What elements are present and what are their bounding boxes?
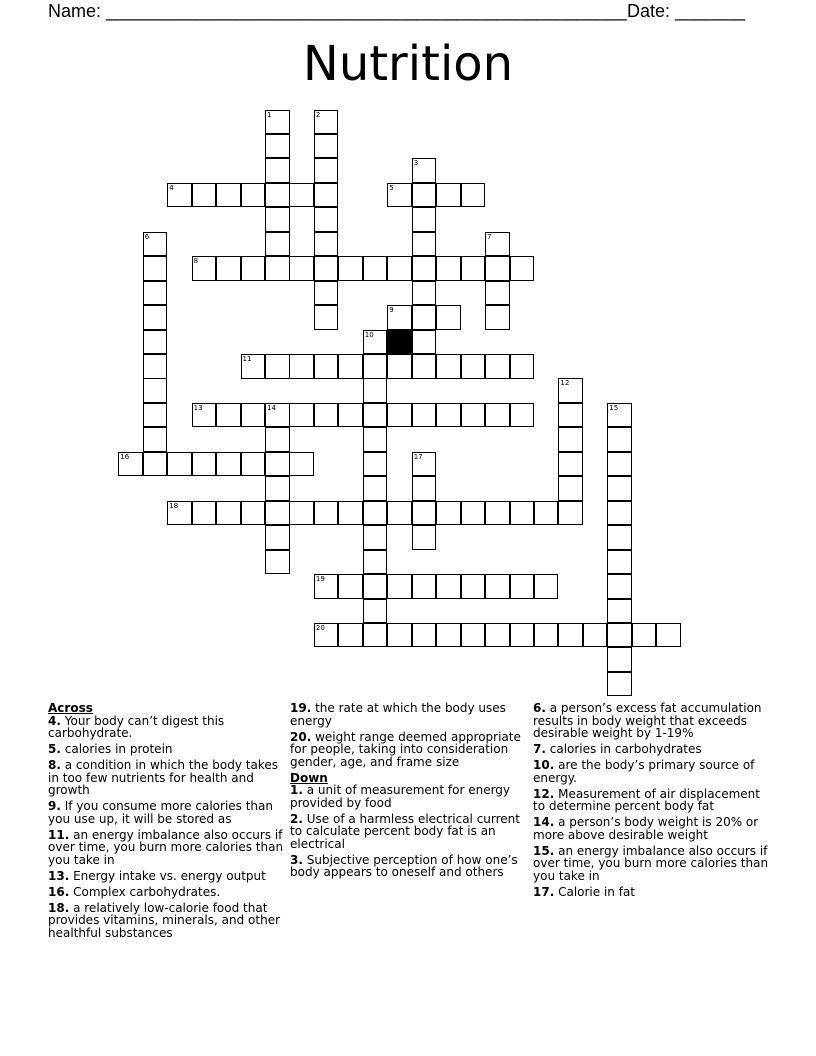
grid-cell[interactable] [338, 256, 363, 281]
grid-cell[interactable] [363, 427, 388, 452]
grid-cell[interactable] [412, 330, 437, 355]
grid-cell[interactable] [534, 623, 559, 648]
grid-cell[interactable] [265, 476, 290, 501]
grid-cell[interactable] [558, 452, 583, 477]
grid-cell[interactable] [558, 403, 583, 428]
clue-down-1: 1. a unit of measurement for energy provided by food [290, 783, 511, 810]
grid-cell[interactable] [412, 403, 437, 428]
grid-cell[interactable] [485, 256, 510, 281]
grid-cell[interactable] [265, 183, 290, 208]
grid-cell[interactable] [461, 183, 486, 208]
grid-cell[interactable] [387, 403, 412, 428]
grid-cell[interactable] [461, 403, 486, 428]
grid-cell[interactable] [436, 183, 461, 208]
grid-cell[interactable] [412, 305, 437, 330]
grid-cell[interactable] [436, 354, 461, 379]
grid-cell[interactable] [485, 403, 510, 428]
grid-cell[interactable] [314, 623, 339, 648]
down-heading: Down [290, 770, 328, 785]
grid-cell[interactable] [412, 183, 437, 208]
grid-cell[interactable] [143, 452, 168, 477]
grid-cell[interactable] [314, 256, 339, 281]
grid-cell[interactable] [363, 378, 388, 403]
grid-cell[interactable] [314, 501, 339, 526]
grid-cell[interactable] [143, 378, 168, 403]
clue-down-7: 7. calories in carbohydrates [533, 742, 702, 756]
grid-cell[interactable] [265, 452, 290, 477]
grid-cell[interactable] [314, 305, 339, 330]
clue-number: 7 [487, 232, 492, 241]
grid-cell[interactable] [436, 305, 461, 330]
grid-cell[interactable] [338, 403, 363, 428]
clue-down-17: 17. Calorie in fat [533, 884, 636, 899]
grid-cell[interactable] [485, 574, 510, 599]
grid-cell[interactable] [363, 330, 388, 355]
grid-cell[interactable] [314, 134, 339, 159]
grid-cell[interactable] [314, 183, 339, 208]
grid-cell[interactable] [167, 183, 192, 208]
grid-cell[interactable] [607, 427, 632, 452]
across-heading: Across [48, 701, 93, 715]
clue-down-15: 15. an energy imbalance also occurs if over time, you burn more calories than you take in [533, 843, 769, 883]
clue-number: 2 [315, 110, 321, 119]
grid-cell[interactable] [436, 403, 461, 428]
grid-cell[interactable] [265, 232, 290, 257]
grid-cell[interactable] [607, 647, 632, 672]
grid-cell[interactable] [461, 574, 486, 599]
grid-cell[interactable] [363, 256, 388, 281]
clue-across-8: 8. a condition in which the body takes in too few nutrients for health and growth [48, 758, 278, 797]
grid-cell[interactable] [558, 427, 583, 452]
grid-cell[interactable] [241, 354, 266, 379]
grid-cell[interactable] [289, 256, 314, 281]
grid-cell[interactable] [412, 158, 437, 183]
grid-cell[interactable] [265, 525, 290, 550]
clue-number: 17 [413, 452, 423, 461]
grid-cell[interactable] [265, 134, 290, 159]
grid-cell[interactable] [241, 256, 266, 281]
clue-down-14: 14. a person’s body weight is 20% or more above desirable weight [533, 815, 759, 842]
grid-cell[interactable] [412, 232, 437, 257]
grid-cell[interactable] [289, 354, 314, 379]
grid-cell[interactable] [241, 452, 266, 477]
grid-cell[interactable] [510, 403, 535, 428]
grid-cell[interactable] [583, 623, 608, 648]
grid-cell[interactable] [143, 281, 168, 306]
grid-cell[interactable] [363, 354, 388, 379]
grid-cell[interactable] [265, 207, 290, 232]
clue-down-2: 2. Use of a harmless electrical current to calculate percent body fat is an electrical [290, 811, 520, 851]
grid-cell[interactable] [216, 256, 241, 281]
clue-across-20: 20. weight range deemed appropriate for people, taking into consideration gender, age, and frame size [290, 729, 521, 769]
grid-cell[interactable] [192, 256, 217, 281]
grid-cell[interactable] [363, 574, 388, 599]
grid-cell[interactable] [363, 476, 388, 501]
clue-number: 9 [389, 306, 394, 315]
clue-across-16: 16. Complex carbohydrates. [48, 884, 221, 899]
grid-cell[interactable] [412, 452, 437, 477]
clue-down-12: 12. Measurement of air displacement to determine percent body fat [533, 786, 760, 813]
grid-cell[interactable] [192, 452, 217, 477]
grid-cell[interactable] [412, 525, 437, 550]
grid-cell[interactable] [192, 183, 217, 208]
clue-across-18: 18. a relatively low-calorie food that provides vitamins, minerals, and other healthful substances [48, 900, 281, 940]
grid-cell[interactable] [167, 501, 192, 526]
grid-cell[interactable] [387, 256, 412, 281]
grid-cell[interactable] [558, 501, 583, 526]
grid-cell[interactable] [412, 354, 437, 379]
grid-cell[interactable] [338, 574, 363, 599]
grid-cell[interactable] [412, 207, 437, 232]
grid-cell[interactable] [241, 403, 266, 428]
grid-cell[interactable] [143, 232, 168, 257]
grid-cell[interactable] [314, 158, 339, 183]
grid-cell[interactable] [143, 305, 168, 330]
grid-cell[interactable] [387, 501, 412, 526]
grid-cell[interactable] [216, 403, 241, 428]
grid-cell[interactable] [289, 183, 314, 208]
grid-cell[interactable] [412, 623, 437, 648]
clue-column-1 [48, 702, 284, 943]
grid-cell[interactable] [607, 550, 632, 575]
clue-number: 18 [169, 501, 179, 510]
grid-cell[interactable] [510, 256, 535, 281]
grid-cell[interactable] [192, 501, 217, 526]
grid-cell[interactable] [387, 305, 412, 330]
grid-cell[interactable] [461, 354, 486, 379]
grid-cell[interactable] [265, 354, 290, 379]
page-title: Nutrition [302, 36, 514, 92]
grid-cell[interactable] [314, 232, 339, 257]
grid-cell[interactable] [265, 403, 290, 428]
clue-down-10: 10. are the body’s primary source of energy. [533, 758, 755, 785]
grid-cell[interactable] [289, 452, 314, 477]
grid-cell[interactable] [607, 574, 632, 599]
clue-number: 5 [389, 183, 394, 192]
grid-cell[interactable] [143, 427, 168, 452]
grid-cell[interactable] [289, 403, 314, 428]
date-line: Date: _______ [627, 1, 746, 21]
grid-cell[interactable] [412, 476, 437, 501]
grid-cell[interactable] [510, 574, 535, 599]
grid-cell[interactable] [510, 354, 535, 379]
grid-cell[interactable] [607, 672, 632, 697]
grid-cell[interactable] [510, 501, 535, 526]
grid-cell[interactable] [314, 207, 339, 232]
grid-cell[interactable] [436, 256, 461, 281]
grid-cell[interactable] [607, 403, 632, 428]
clue-number: 20 [315, 623, 325, 632]
grid-cell[interactable] [314, 354, 339, 379]
clue-number: 1 [267, 110, 272, 119]
grid-cell[interactable] [363, 452, 388, 477]
clue-number: 8 [193, 257, 199, 266]
grid-cell[interactable] [143, 256, 168, 281]
grid-cell[interactable] [607, 525, 632, 550]
clue-across-11: 11. an energy imbalance also occurs if over time, you burn more calories than you take in [48, 827, 284, 867]
clue-across-13: 13. Energy intake vs. energy output [48, 868, 266, 883]
clue-number: 4 [169, 183, 174, 192]
grid-cell[interactable] [338, 354, 363, 379]
grid-cell[interactable] [485, 501, 510, 526]
clue-number: 6 [144, 232, 150, 241]
grid-cell[interactable] [461, 501, 486, 526]
grid-cell[interactable] [338, 623, 363, 648]
clue-down-6: 6. a person’s excess fat accumulation results in body weight that exceeds desirable weight by 1-19% [533, 701, 762, 740]
clue-number: 16 [120, 452, 130, 461]
grid-cell[interactable] [461, 623, 486, 648]
clue-down-3: 3. Subjective perception of how one’s body appears to oneself and others [290, 852, 518, 879]
grid-cell[interactable] [607, 599, 632, 624]
clue-number: 19 [315, 575, 325, 584]
grid-cell[interactable] [265, 256, 290, 281]
grid-cell[interactable] [534, 501, 559, 526]
grid-cell[interactable] [289, 501, 314, 526]
grid-cell[interactable] [216, 183, 241, 208]
grid-cell[interactable] [387, 623, 412, 648]
grid-cell[interactable] [241, 501, 266, 526]
name-line: Name: ____________________________________________________ [48, 1, 627, 21]
grid-cell[interactable] [412, 281, 437, 306]
grid-cell[interactable] [387, 574, 412, 599]
grid-cell[interactable] [314, 281, 339, 306]
grid-cell[interactable] [338, 501, 363, 526]
grid-cell[interactable] [607, 623, 632, 648]
grid-cell[interactable] [534, 574, 559, 599]
grid-cell[interactable] [167, 452, 192, 477]
grid-cell[interactable] [363, 403, 388, 428]
clue-number: 3 [413, 159, 419, 168]
grid-cell[interactable] [558, 623, 583, 648]
grid-cell[interactable] [510, 623, 535, 648]
grid-cell[interactable] [436, 501, 461, 526]
grid-cell[interactable] [265, 110, 290, 135]
grid-cell[interactable] [143, 403, 168, 428]
grid-cell[interactable] [314, 403, 339, 428]
grid-cell[interactable] [143, 330, 168, 355]
grid-cell[interactable] [216, 452, 241, 477]
grid-cell[interactable] [461, 256, 486, 281]
grid-cell[interactable] [192, 403, 217, 428]
grid-cell[interactable] [412, 256, 437, 281]
black-square [387, 330, 412, 355]
grid-cell[interactable] [436, 574, 461, 599]
grid-cell[interactable] [314, 574, 339, 599]
grid-cell[interactable] [387, 183, 412, 208]
grid-cell[interactable] [485, 232, 510, 257]
grid-cell[interactable] [265, 501, 290, 526]
clue-number: 13 [193, 403, 203, 412]
grid-cell[interactable] [485, 305, 510, 330]
clue-across-4: 4. Your body can’t digest this carbohydrate. [48, 713, 225, 740]
clue-number: 10 [364, 330, 374, 339]
grid-cell[interactable] [656, 623, 681, 648]
grid-cell[interactable] [216, 501, 241, 526]
grid-cell[interactable] [558, 378, 583, 403]
grid-cell[interactable] [363, 550, 388, 575]
grid-cell[interactable] [485, 354, 510, 379]
grid-cell[interactable] [558, 476, 583, 501]
grid-cell[interactable] [485, 623, 510, 648]
grid-cell[interactable] [363, 623, 388, 648]
grid-cell[interactable] [265, 158, 290, 183]
clue-across-9: 9. If you consume more calories than you use up, it will be stored as [48, 799, 273, 826]
grid-cell[interactable] [607, 476, 632, 501]
clue-number: 11 [242, 355, 252, 363]
grid-cell[interactable] [485, 281, 510, 306]
clue-across-19: 19. the rate at which the body uses energy [290, 701, 506, 728]
clue-across-5: 5. calories in protein [48, 742, 173, 756]
clue-number: 15 [609, 403, 619, 412]
grid-cell[interactable] [265, 550, 290, 575]
grid-cell[interactable] [436, 623, 461, 648]
grid-cell[interactable] [241, 183, 266, 208]
grid-cell[interactable] [412, 501, 437, 526]
clue-number: 12 [560, 379, 570, 388]
grid-cell[interactable] [314, 110, 339, 135]
grid-cell[interactable] [607, 501, 632, 526]
grid-cell[interactable] [607, 452, 632, 477]
grid-cell[interactable] [118, 452, 143, 477]
grid-cell[interactable] [143, 354, 168, 379]
grid-cell[interactable] [632, 623, 657, 648]
clue-number: 14 [267, 403, 276, 412]
clue-column-3 [533, 702, 769, 902]
grid-cell[interactable] [412, 574, 437, 599]
grid-cell[interactable] [363, 501, 388, 526]
grid-cell[interactable] [265, 427, 290, 452]
grid-cell[interactable] [387, 354, 412, 379]
grid-cell[interactable] [363, 599, 388, 624]
grid-cell[interactable] [363, 525, 388, 550]
clue-column-2 [290, 702, 526, 882]
